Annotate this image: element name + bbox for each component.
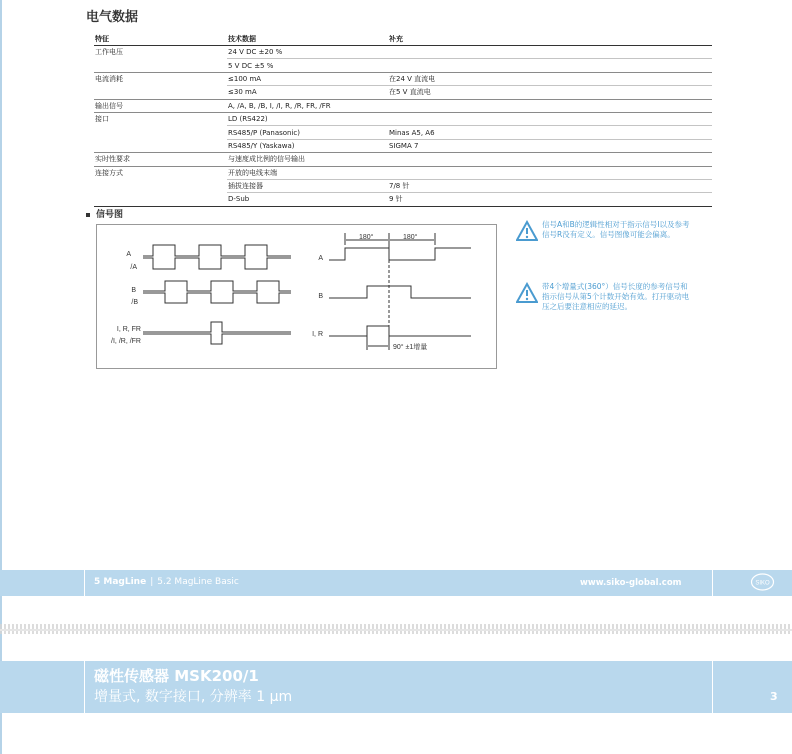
cell-extra: Minas A5, A6 [388,126,712,139]
cell-tech: ≤30 mA [227,86,388,99]
banner-subtitle: 增量式, 数字接口, 分辨率 1 μm [94,689,293,705]
wave-b [143,281,291,291]
cell-extra: 在24 V 直流电 [388,72,712,85]
increment-label: 90° ±1增量 [393,344,428,351]
cell-tech: 5 V DC ±5 % [227,59,388,72]
cell-extra [388,153,712,166]
cell-extra: SIGMA 7 [388,139,712,152]
footer-chapter-name: 5 MagLine [94,577,147,587]
wave-right-b [329,286,471,298]
table-row [94,193,712,206]
wave-right-a [329,248,471,260]
label-right-b: B [318,293,323,300]
footer-chapter [94,577,239,587]
table-row [94,72,712,85]
label-irfr-inv: /I, /R, /FR [111,338,141,345]
cell-feature [94,139,227,152]
note-2-text: 带4个增量式(360°）信号长度的参考信号和指示信号从第5个计数开始有效。打开驱动电压之后要注意相应的延迟。 [542,282,690,311]
wave-b-inv [143,293,291,303]
cell-tech: RS485/P (Panasonic) [227,126,388,139]
wave-a [143,245,291,256]
header-feature: 特征 [94,33,227,46]
footer-divider [84,570,85,596]
cell-extra [388,166,712,179]
label-a: A [126,251,131,258]
cell-extra: 9 针 [388,193,712,206]
cell-feature [94,193,227,206]
bullet-square-icon [86,213,90,217]
table-row [94,153,712,166]
page-footer [0,570,792,596]
wave-index [143,322,291,332]
label-irfr: I, R, FR [116,326,141,333]
banner-divider [84,661,85,713]
table-row [94,112,712,125]
table-row [94,86,712,99]
cell-tech: ≤100 mA [227,72,388,85]
cell-tech: 24 V DC ±20 % [227,46,388,59]
wave-index-inv [143,334,291,344]
spec-table [94,33,712,207]
signal-section-heading [86,207,123,220]
header-extra: 补充 [388,33,712,46]
banner-title: 磁性传感器 MSK200/1 [94,667,259,685]
cell-tech: RS485/Y (Yaskawa) [227,139,388,152]
title-banner [0,661,792,713]
label-a-inv: /A [130,264,137,271]
label-b: B [131,287,136,294]
label-right-a: A [318,255,323,262]
warning-icon [516,220,538,242]
signal-diagram-svg [97,225,496,368]
cell-tech: 插拔连接器 [227,179,388,192]
wave-right-index [329,326,471,336]
banner-divider [712,661,713,713]
table-row [94,126,712,139]
header-tech: 技术数据 [227,33,388,46]
cell-feature [94,86,227,99]
cell-extra [388,46,712,59]
footer-subchapter: 5.2 MagLine Basic [157,577,239,587]
cell-extra: 7/8 针 [388,179,712,192]
cell-tech: 开放的电线末端 [227,166,388,179]
cell-feature: 连接方式 [94,166,227,179]
table-header-row [94,33,712,46]
table-row [94,59,712,72]
note-1 [516,220,696,260]
angle-label-1: 180° [359,234,374,241]
table-row [94,139,712,152]
cell-feature: 接口 [94,112,227,125]
footer-bar: | [150,577,154,587]
siko-logo-text: SIKO [755,580,770,587]
signal-diagram [96,224,497,369]
cell-extra [388,112,712,125]
label-right-ir: I, R [312,331,323,338]
table-row [94,179,712,192]
cell-tech: 与速度成比例的信号输出 [227,153,388,166]
page-number: 3 [770,690,778,703]
cell-tech: A, /A, B, /B, I, /I, R, /R, FR, /FR [227,99,388,112]
cell-feature [94,59,227,72]
cell-extra [388,99,712,112]
cell-feature: 输出信号 [94,99,227,112]
footer-website-link[interactable]: www.siko-global.com [580,578,682,588]
siko-logo [750,572,775,592]
angle-label-2: 180° [403,234,418,241]
note-2 [516,282,696,332]
cell-feature [94,179,227,192]
table-row [94,46,712,59]
cell-feature: 实时性要求 [94,153,227,166]
warning-icon [516,282,538,304]
section-title: 电气数据 [86,10,139,25]
signal-section-title: 信号图 [96,210,124,220]
note-1-text: 信号A和B的逻辑性相对于指示信号I以及参考信号R没有定义。信号图像可能会偏离。 [542,220,690,239]
cell-feature: 电流消耗 [94,72,227,85]
cell-tech: D-Sub [227,193,388,206]
footer-divider [712,570,713,596]
label-b-inv: /B [131,299,138,306]
cell-extra: 在5 V 直流电 [388,86,712,99]
cell-tech: LD (RS422) [227,112,388,125]
cell-feature [94,126,227,139]
cell-feature: 工作电压 [94,46,227,59]
table-row [94,99,712,112]
wave-a-inv [143,258,291,269]
table-row [94,166,712,179]
perforation-line [0,629,792,631]
cell-extra [388,59,712,72]
left-margin-line [0,0,2,754]
